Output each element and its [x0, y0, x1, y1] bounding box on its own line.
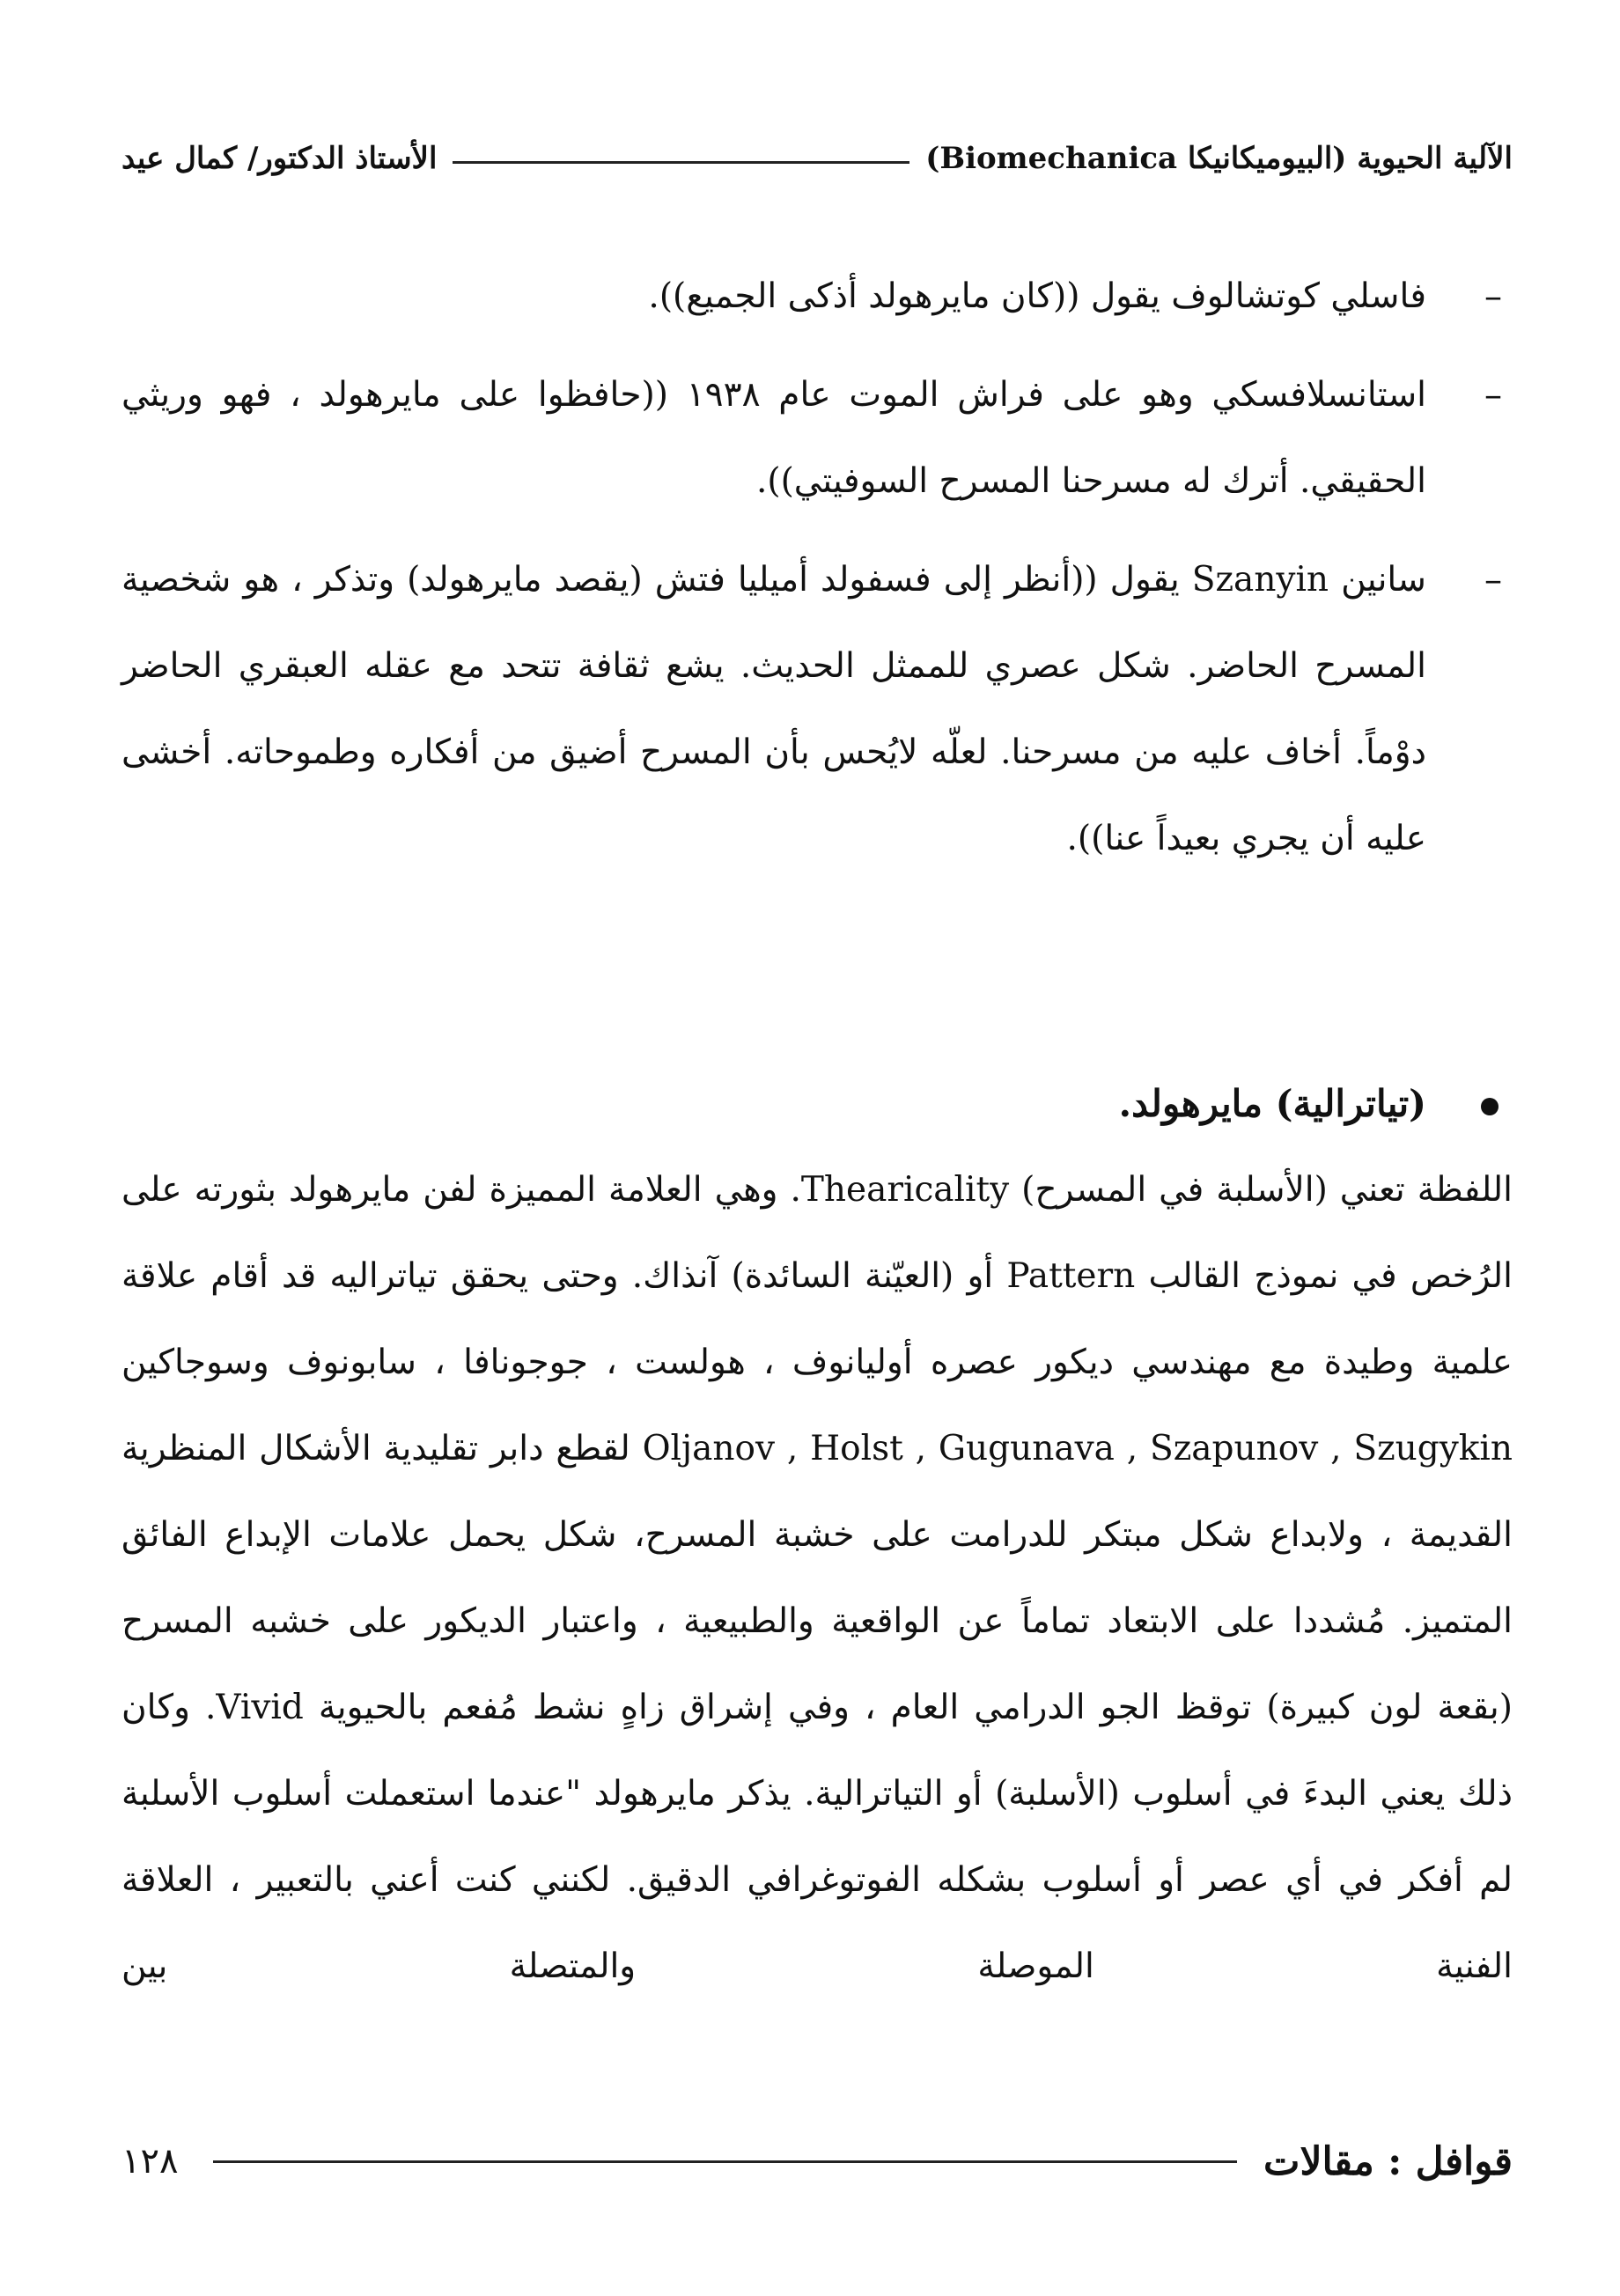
quote-text: سانين Szanyin يقول ((أنظر إلى فسفولد أميليا فتش (يقصد مايرهولد) وتذكر ، هو شخصية المسرح الحاضر. شكل عصري للممثل الحديث. يشع ثقافة تتحد مع عقله العبقري الحاضر دوْماً. أخاف عليه من مسرحنا. لعلّه لايُحس بأن المسرح أضيق من أفكاره وطموحاته. أخشى عليه أن يجري بعيداً عنا)). — [122, 560, 1426, 858]
section-heading-text: (تياترالية) مايرهولد. — [1118, 1082, 1426, 1125]
quote-text: فاسلي كوتشالوف يقول ((كان مايرهولد أذكى الجميع)). — [648, 276, 1426, 316]
quote-text: استانسلافسكي وهو على فراش الموت عام ١٩٣٨ ((حافظوا على مايرهولد ، فهو وريثي الحقيقي. أترك له مسرحنا المسرح السوفيتي)). — [122, 375, 1426, 501]
section-heading — [122, 1061, 1513, 1147]
author-name: الأستاذ الدكتور/ كمال عيد — [122, 141, 438, 176]
dash-marker: – — [1484, 276, 1502, 317]
quote-item — [122, 254, 1513, 340]
section-paragraph: اللفظة تعني (الأسلبة في المسرح) Thearicality. وهي العلامة المميزة لفن مايرهولد بثورته على الرُخص في نموذج القالب Pattern أو (العيّنة السائدة) آنذاك. وحتى يحقق تياتراليه قد أقام علاقة علمية وطيدة مع مهندسي ديكور عصره أوليانوف ، هولست ، جوجونافا ، سابونوف وسوجاكين Oljanov , Holst , Gugunava , Szapunov , Szugykin لقطع دابر تقليدية الأشكال المنظرية القديمة ، ولابداع شكل مبتكر للدرامت على خشبة المسرح، شكل يحمل علامات الإبداع الفائق المتميز. مُشددا على الابتعاد تماماً عن الواقعية والطبيعية ، واعتبار الديكور على خشبه المسرح (بقعة لون كبيرة) توقظ الجو الدرامي العام ، وفي إشراق زاهٍ نشط مُفعم بالحيوية Vivid. وكان ذلك يعني البدءَ في أسلوب (الأسلبة) أو التياترالية. يذكر مايرهولد "عندما استعملت أسلوب الأسلبة لم أفكر في أي عصر أو أسلوب بشكله الفوتوغرافي الدقيق. لكنني كنت أعني بالتعبير ، العلاقة الفنية الموصلة والمتصلة بين — [122, 1170, 1513, 1986]
dash-marker: – — [1484, 560, 1502, 600]
running-header — [122, 132, 1513, 185]
dash-marker: – — [1484, 375, 1502, 416]
section-theatricality — [122, 1061, 1513, 2010]
header-rule — [453, 161, 909, 164]
journal-name: قوافل : مقالات — [1263, 2138, 1513, 2184]
page-number: ١٢٨ — [122, 2141, 179, 2182]
quotes-list — [122, 254, 1513, 882]
page-footer — [122, 2130, 1513, 2192]
quote-item — [122, 352, 1513, 525]
footer-rule — [213, 2160, 1237, 2163]
quote-item — [122, 537, 1513, 882]
book-title: الآلية الحيوية (البيوميكانيكا Biomechanica) — [925, 141, 1513, 176]
bullet-icon — [1481, 1098, 1498, 1115]
